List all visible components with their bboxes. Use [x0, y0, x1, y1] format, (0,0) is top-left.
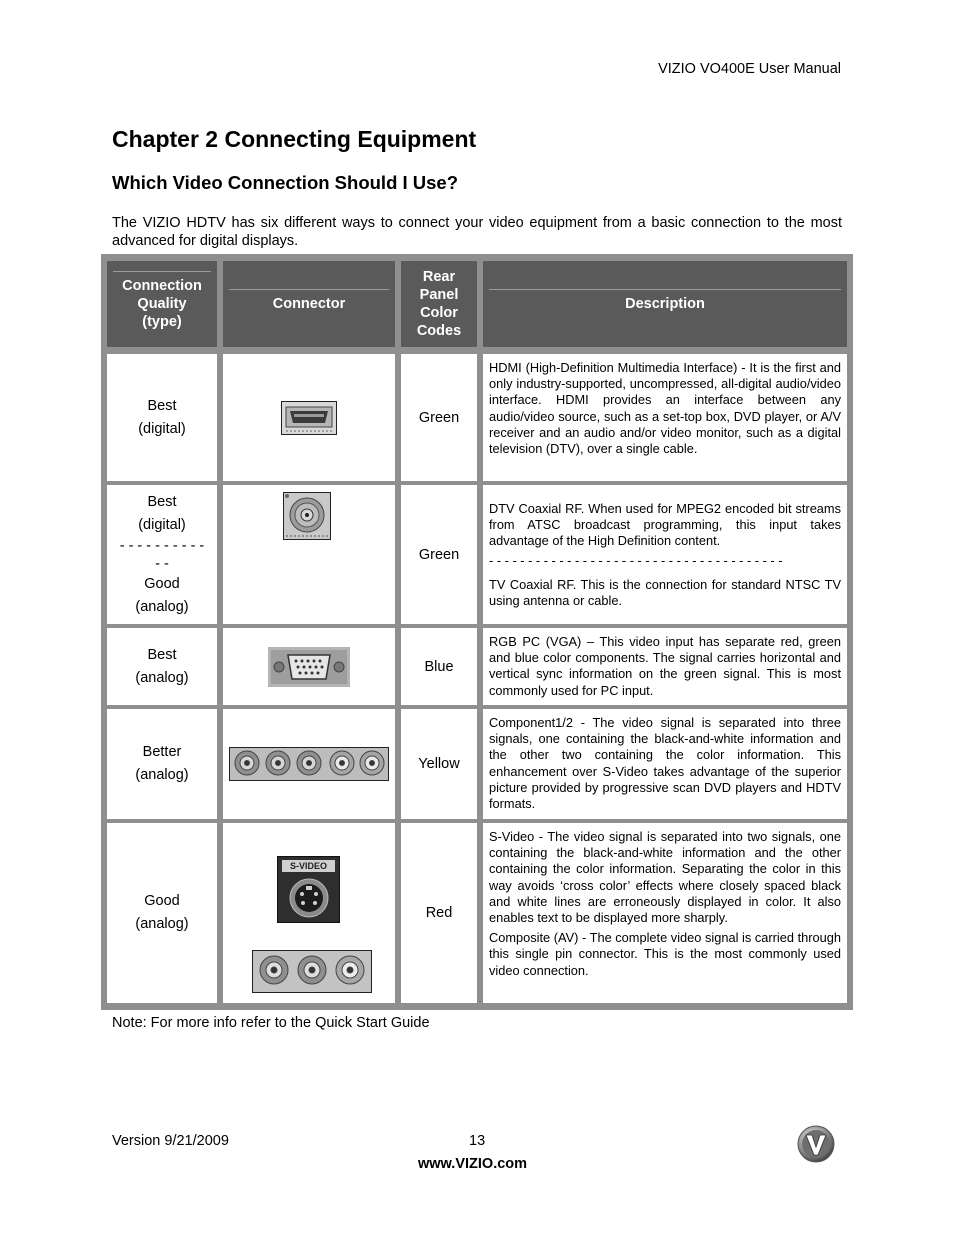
quality-line: Good — [144, 893, 180, 909]
quality-line: (digital) — [138, 516, 186, 533]
header-quality — [107, 261, 217, 347]
header-description-label: Description — [625, 296, 705, 312]
row-vga-connector — [223, 628, 395, 705]
page-number: 13 — [469, 1133, 486, 1149]
quality-divider: - - - - - - - - - - — [119, 537, 205, 554]
description-paragraph: RGB PC (VGA) – This video input has separate red, green and blue color components. The signal carries horizontal and vertical sync information on the green signal. This is most commonly used for PC input. — [489, 634, 841, 698]
quality-line: Best — [147, 646, 177, 663]
quality-line: Best — [147, 493, 177, 510]
connection-table — [101, 254, 853, 1010]
row-coax-color: Green — [401, 485, 477, 624]
row-component-color: Yellow — [401, 709, 477, 819]
row-component-connector — [223, 709, 395, 819]
row-hdmi-quality — [107, 354, 217, 481]
row-svideo-color: Red — [401, 823, 477, 1003]
section-title: Which Video Connection Should I Use? — [112, 172, 459, 193]
quality-line: (analog) — [135, 767, 189, 783]
description-paragraph: DTV Coaxial RF. When used for MPEG2 encoded bit streams from ATSC broadcast programming, this input takes advantage of the High Definition content. — [489, 501, 841, 549]
description-paragraph: TV Coaxial RF. This is the connection for standard NTSC TV using antenna or cable. — [489, 576, 841, 609]
footer-version: Version 9/21/2009 — [112, 1133, 229, 1149]
description-paragraph: S-Video - The video signal is separated into two signals, one containing the black-and-white information and the other containing the color information. Separating the color in this way avoids ‘cross color’ effects where closely spaced black and white lines are erroneously displayed in color. It also enables text to be displayed more sharply. — [489, 829, 841, 926]
header-rule — [489, 289, 841, 290]
row-svideo-quality — [107, 823, 217, 1003]
quality-line: (digital) — [138, 420, 186, 437]
quality-line: (analog) — [135, 669, 189, 686]
quality-line: Good — [144, 575, 180, 592]
manual-title: VIZIO VO400E User Manual — [658, 61, 841, 77]
row-hdmi-description — [483, 354, 847, 481]
quality-divider: - - — [155, 555, 169, 572]
row-component-description — [483, 709, 847, 819]
svideo-label: S-VIDEO — [282, 860, 335, 872]
chapter-title: Chapter 2 Connecting Equipment — [112, 126, 477, 152]
row-coax-description — [483, 485, 847, 624]
vizio-v-logo-icon — [796, 1124, 836, 1164]
description-paragraph: Component1/2 - The video signal is separated into three signals, one containing the black-and-white information and the other two containing the color information. This enhancement over S-Video takes advantage of the superior picture provided by progressive scan DVD players and HDTV formats. — [489, 715, 841, 812]
row-hdmi-connector — [223, 354, 395, 481]
row-coax-connector — [223, 485, 395, 624]
row-component-quality — [107, 709, 217, 819]
quality-line: Best — [147, 397, 177, 414]
header-quality-label: Connection Quality (type) — [122, 278, 202, 330]
intro-paragraph: The VIZIO HDTV has six different ways to connect your video equipment from a basic connection to the most advanced for digital displays. — [112, 215, 842, 249]
quality-line: (analog) — [135, 916, 189, 932]
quality-line: Better — [142, 744, 182, 760]
composite-rca-ports-icon — [252, 950, 372, 993]
description-paragraph: Composite (AV) - The complete video signal is carried through this single pin connector. This is the most commonly used video connection. — [489, 930, 841, 978]
header-color-codes — [401, 261, 477, 347]
header-color-codes-label: Rear Panel Color Codes — [416, 269, 462, 339]
header-rule — [113, 271, 211, 272]
row-vga-color: Blue — [401, 628, 477, 705]
quality-line: (analog) — [135, 598, 189, 615]
row-svideo-description — [483, 823, 847, 1003]
row-coax-quality — [107, 485, 217, 624]
row-vga-description — [483, 628, 847, 705]
header-description — [483, 261, 847, 347]
header-connector-label: Connector — [272, 296, 346, 312]
header-connector — [223, 261, 395, 347]
component-rca-ports-icon — [229, 747, 389, 781]
description-divider: - - - - - - - - - - - - - - - - - - - - - - - - - - - - - - - - - - - - - - — [489, 552, 783, 568]
vga-port-icon — [268, 647, 350, 687]
coaxial-rf-port-icon — [283, 492, 331, 540]
description-paragraph: HDMI (High-Definition Multimedia Interface) - It is the first and only industry-supported, uncompressed, all-digital audio/video interface. HDMI provides an interface between any audio/video source, such as a set-top box, DVD player, or A/V receiver and an audio and/or video monitor, such as a digital television (DTV), over a single cable. — [489, 360, 841, 457]
row-svideo-connector — [223, 823, 395, 1003]
svideo-port-icon — [277, 856, 340, 923]
note-text: Note: For more info refer to the Quick Start Guide — [112, 1015, 430, 1031]
row-vga-quality — [107, 628, 217, 705]
footer-url: www.VIZIO.com — [418, 1156, 528, 1172]
header-rule — [229, 289, 389, 290]
hdmi-port-icon — [281, 401, 337, 435]
row-hdmi-color: Green — [401, 354, 477, 481]
svideo-socket-icon — [287, 877, 331, 919]
